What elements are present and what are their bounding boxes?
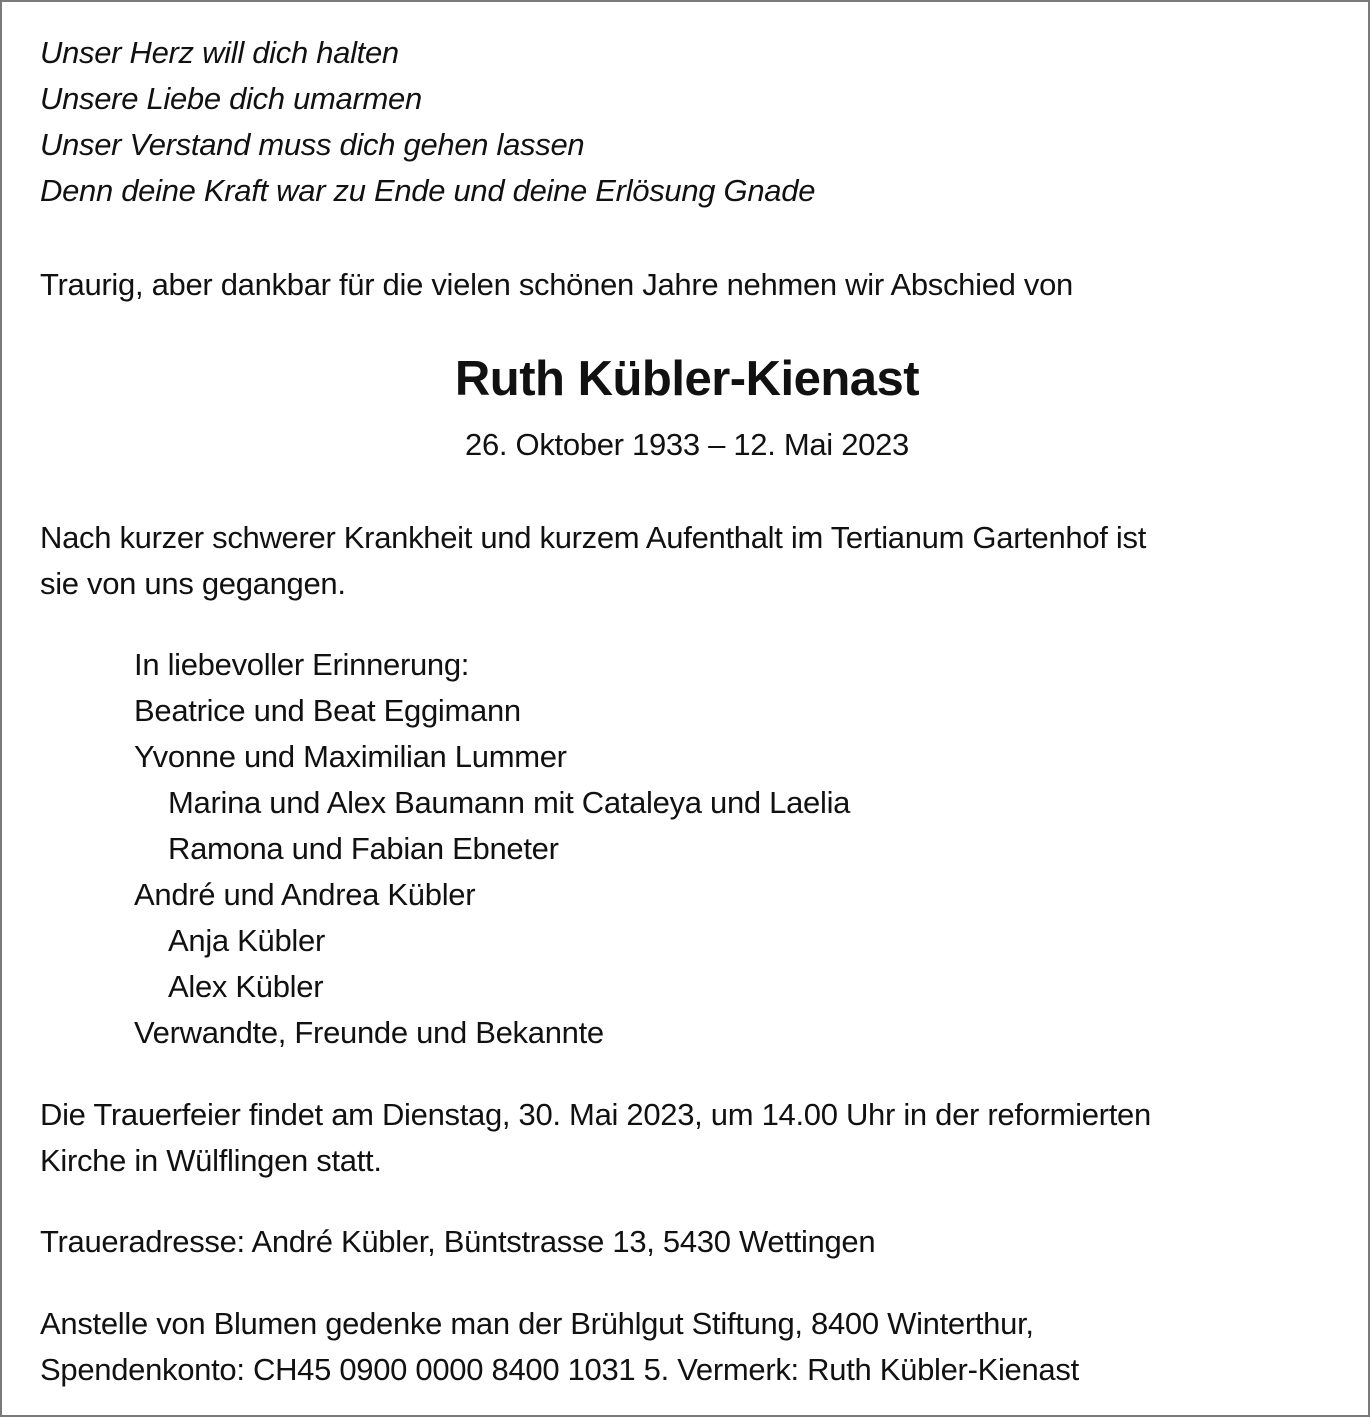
mourner-entry: André und Andrea Kübler xyxy=(134,877,476,912)
poem-line: Unser Herz will dich halten xyxy=(40,35,399,70)
mourners-heading: In liebevoller Erinnerung: xyxy=(134,647,470,682)
mourner-entry: Ramona und Fabian Ebneter xyxy=(168,831,559,866)
address-text: Traueradresse: André Kübler, Büntstrasse 13, 5430 Wettingen xyxy=(40,1224,876,1259)
deceased-name: Ruth Kübler-Kienast xyxy=(454,352,920,406)
deceased-dates: 26. Oktober 1933 – 12. Mai 2023 xyxy=(465,427,909,462)
mourner-entry: Anja Kübler xyxy=(168,923,325,958)
passing-text: sie von uns gegangen. xyxy=(40,566,346,601)
mourner-entry: Verwandte, Freunde und Bekannte xyxy=(134,1015,604,1050)
mourner-entry: Alex Kübler xyxy=(168,969,324,1004)
service-text: Kirche in Wülflingen statt. xyxy=(40,1143,382,1178)
service-text: Die Trauerfeier findet am Dienstag, 30. Mai 2023, um 14.00 Uhr in der reformierten xyxy=(40,1097,1151,1132)
intro-text: Traurig, aber dankbar für die vielen schönen Jahre nehmen wir Abschied von xyxy=(40,267,1073,302)
donation-text: Spendenkonto: CH45 0900 0000 8400 1031 5. Vermerk: Ruth Kübler-Kienast xyxy=(40,1352,1079,1387)
mourner-entry: Yvonne und Maximilian Lummer xyxy=(134,739,567,774)
poem-line: Unsere Liebe dich umarmen xyxy=(40,81,422,116)
passing-text: Nach kurzer schwerer Krankheit und kurzem Aufenthalt im Tertianum Gartenhof ist xyxy=(40,520,1147,555)
poem-line: Denn deine Kraft war zu Ende und deine Erlösung Gnade xyxy=(40,173,816,208)
poem-line: Unser Verstand muss dich gehen lassen xyxy=(40,127,585,162)
mourner-entry: Beatrice und Beat Eggimann xyxy=(134,693,521,728)
mourner-entry: Marina und Alex Baumann mit Cataleya und Laelia xyxy=(168,785,851,820)
donation-text: Anstelle von Blumen gedenke man der Brühlgut Stiftung, 8400 Winterthur, xyxy=(40,1306,1034,1341)
